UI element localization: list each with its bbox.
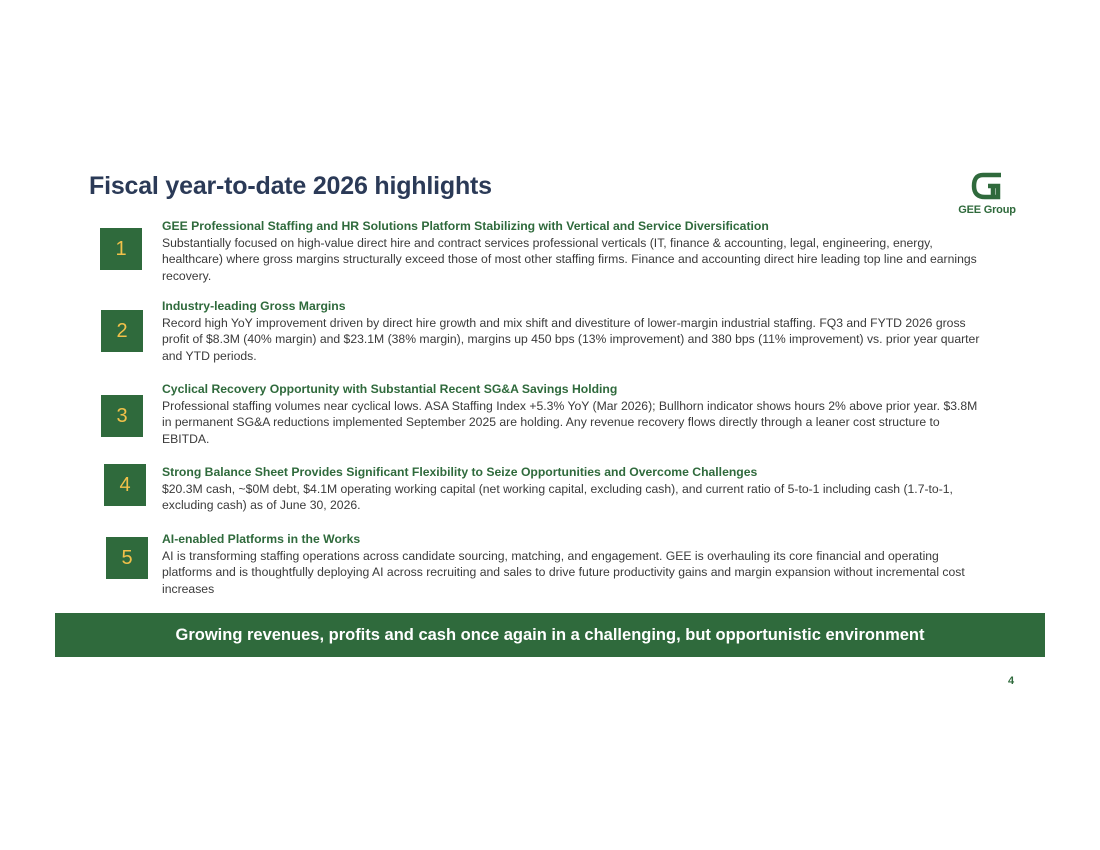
item-number-badge: 3 bbox=[101, 395, 143, 437]
item-heading: Industry-leading Gross Margins bbox=[162, 299, 346, 313]
gee-logo-mark-icon bbox=[970, 170, 1004, 202]
logo-text: GEE Group bbox=[958, 204, 1016, 216]
item-body: Record high YoY improvement driven by direct hire growth and mix shift and divestiture of lower-margin industrial staffing. FQ3 and FYTD 2026 gross profit of $8.3M (40% margin) and $23.1M (38% margin), margins up 450 bps (13% improvement) and 380 bps (11% improvement) vs. prior year quarter and YTD periods. bbox=[162, 315, 980, 363]
page-number: 4 bbox=[1008, 675, 1015, 687]
item-text bbox=[162, 531, 982, 597]
item-body: Professional staffing volumes near cyclical lows. ASA Staffing Index +5.3% YoY (Mar 2026); Bullhorn indicator shows hours 2% above prior year. $3.8M in permanent SG&A reductions implemented September 2025 are holding. Any revenue recovery flows directly through a leaner cost structure to EBITDA. bbox=[162, 398, 978, 446]
item-number-badge: 2 bbox=[101, 310, 143, 352]
item-body: Substantially focused on high-value direct hire and contract services professional verticals (IT, finance & accounting, legal, engineering, energy, healthcare) where gross margins structurally exceed those of most other staffing firms. Finance and accounting direct hire leading top line and earnings recovery. bbox=[162, 235, 977, 283]
item-text bbox=[162, 381, 982, 447]
item-text bbox=[162, 298, 982, 364]
item-text bbox=[162, 218, 982, 284]
item-heading: AI-enabled Platforms in the Works bbox=[162, 532, 361, 546]
item-heading: Cyclical Recovery Opportunity with Substantial Recent SG&A Savings Holding bbox=[162, 382, 618, 396]
item-number-badge: 1 bbox=[100, 228, 142, 270]
item-body: $20.3M cash, ~$0M debt, $4.1M operating working capital (net working capital, excluding cash), and current ratio of 5-to-1 including cash (1.7-to-1, excluding cash) as of June 30, 2026. bbox=[162, 481, 953, 512]
item-heading: GEE Professional Staffing and HR Solutions Platform Stabilizing with Vertical and Service Diversification bbox=[162, 219, 769, 233]
item-number-badge: 5 bbox=[106, 537, 148, 579]
item-text bbox=[162, 464, 982, 514]
page-title: Fiscal year-to-date 2026 highlights bbox=[89, 172, 492, 200]
gee-group-logo bbox=[954, 170, 1020, 220]
summary-banner: Growing revenues, profits and cash once again in a challenging, but opportunistic environment bbox=[55, 613, 1045, 657]
item-heading: Strong Balance Sheet Provides Significant Flexibility to Seize Opportunities and Overcome Challenges bbox=[162, 465, 758, 479]
item-number-badge: 4 bbox=[104, 464, 146, 506]
item-body: AI is transforming staffing operations across candidate sourcing, matching, and engagement. GEE is overhauling its core financial and operating platforms and is thoughtfully deploying AI across recruiting and sales to drive future productivity gains and margin expansion without incremental cost increases bbox=[162, 548, 965, 596]
